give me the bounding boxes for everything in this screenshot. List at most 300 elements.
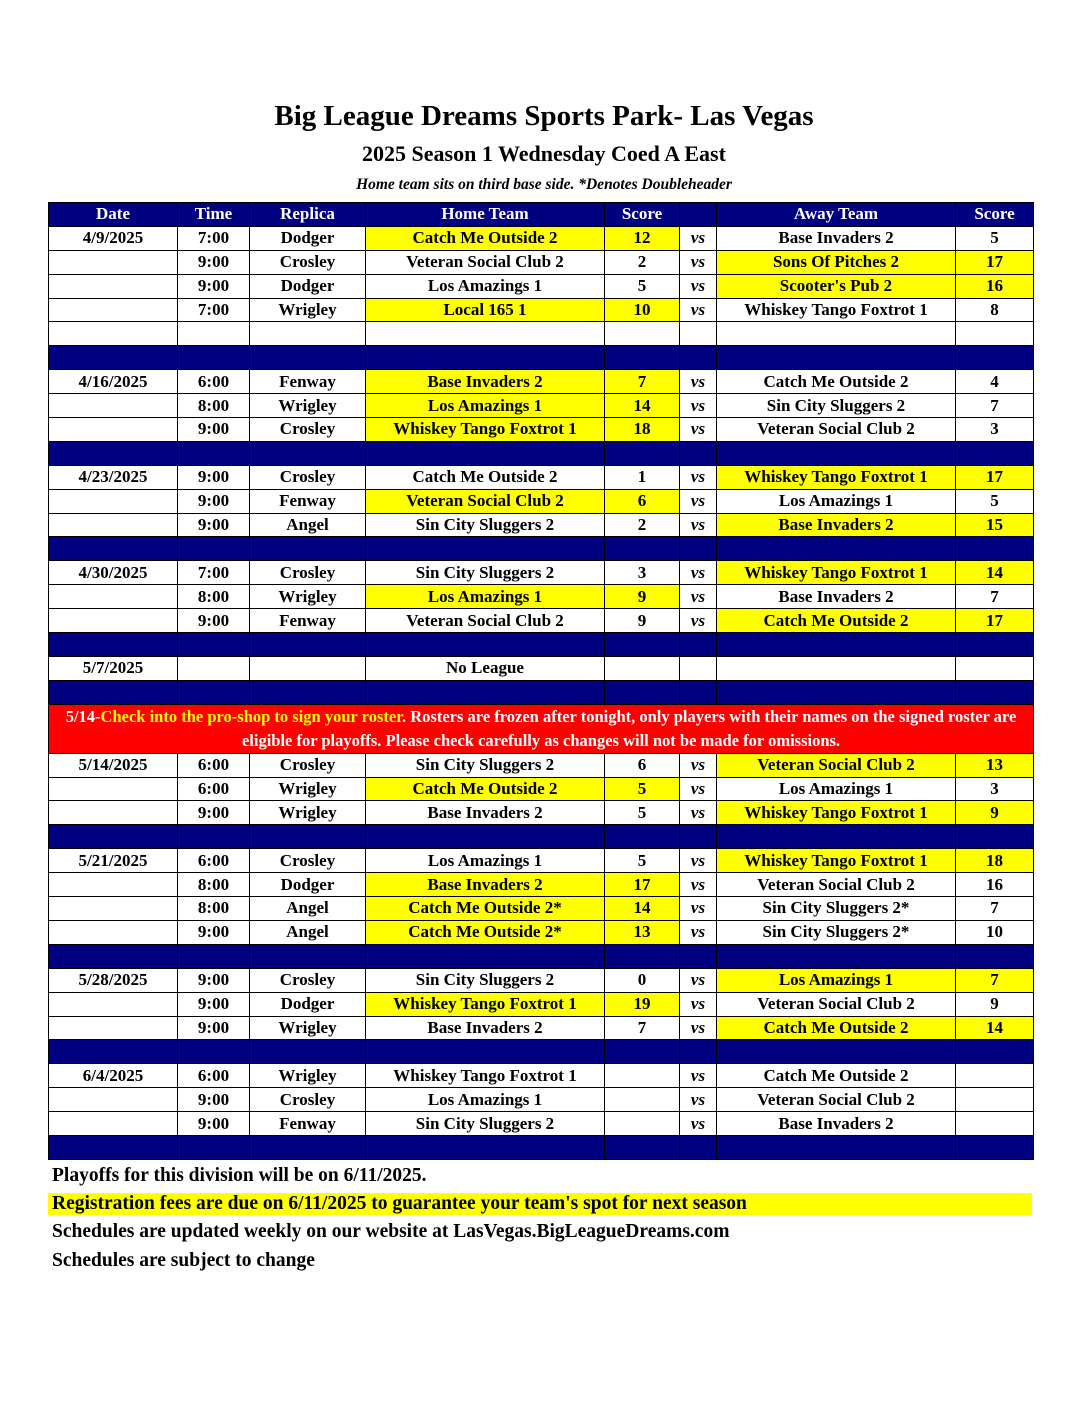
- away-score-cell: 17: [956, 609, 1034, 633]
- vs-cell: vs: [680, 968, 717, 992]
- vs-cell: vs: [680, 753, 717, 777]
- separator-row: [49, 346, 1034, 370]
- col-home-team: Home Team: [366, 203, 605, 227]
- home-score-cell: 2: [605, 513, 680, 537]
- vs-cell: vs: [680, 1112, 717, 1136]
- date-cell: [49, 394, 178, 418]
- empty-cell: [717, 680, 956, 704]
- date-cell: [49, 897, 178, 921]
- away-team-cell: Whiskey Tango Foxtrot 1: [717, 561, 956, 585]
- empty-cell: [250, 680, 366, 704]
- date-cell: [49, 609, 178, 633]
- date-cell: [49, 992, 178, 1016]
- empty-cell: [717, 944, 956, 968]
- website-note: Schedules are updated weekly on our website at LasVegas.BigLeagueDreams.com: [52, 1221, 730, 1242]
- separator-row: [49, 1135, 1034, 1159]
- col-away-score: Score: [956, 203, 1034, 227]
- vs-cell: [680, 656, 717, 680]
- vs-cell: vs: [680, 274, 717, 298]
- home-team-cell: Catch Me Outside 2: [366, 777, 605, 801]
- empty-cell: [250, 633, 366, 657]
- away-team-cell: Veteran Social Club 2: [717, 753, 956, 777]
- date-cell: 5/7/2025: [49, 656, 178, 680]
- game-row: [49, 274, 1034, 298]
- date-cell: 4/16/2025: [49, 370, 178, 394]
- date-cell: 5/28/2025: [49, 968, 178, 992]
- game-row: [49, 489, 1034, 513]
- home-team-cell: Whiskey Tango Foxtrot 1: [366, 992, 605, 1016]
- home-team-cell: Catch Me Outside 2*: [366, 920, 605, 944]
- away-score-cell: 7: [956, 585, 1034, 609]
- separator-row: [49, 680, 1034, 704]
- empty-cell: [717, 441, 956, 465]
- roster-notice-row: [49, 704, 1034, 753]
- replica-cell: Crosley: [250, 418, 366, 442]
- date-cell: 4/23/2025: [49, 465, 178, 489]
- game-row: [49, 968, 1034, 992]
- replica-cell: Fenway: [250, 370, 366, 394]
- vs-cell: vs: [680, 801, 717, 825]
- game-row: [49, 897, 1034, 921]
- away-team-cell: Base Invaders 2: [717, 513, 956, 537]
- time-cell: 6:00: [178, 777, 250, 801]
- vs-cell: vs: [680, 1064, 717, 1088]
- game-row: [49, 1112, 1034, 1136]
- away-team-cell: Base Invaders 2: [717, 226, 956, 250]
- date-cell: [49, 274, 178, 298]
- home-score-cell: 14: [605, 897, 680, 921]
- page-subtitle: 2025 Season 1 Wednesday Coed A East: [362, 141, 726, 166]
- time-cell: 9:00: [178, 250, 250, 274]
- vs-cell: vs: [680, 1016, 717, 1040]
- vs-cell: vs: [680, 609, 717, 633]
- empty-cell: [605, 1135, 680, 1159]
- empty-cell: [605, 1040, 680, 1064]
- home-score-cell: 6: [605, 753, 680, 777]
- time-cell: 9:00: [178, 418, 250, 442]
- away-team-cell: Los Amazings 1: [717, 489, 956, 513]
- empty-cell: [605, 633, 680, 657]
- vs-cell: vs: [680, 250, 717, 274]
- time-cell: 7:00: [178, 226, 250, 250]
- empty-cell: [49, 441, 178, 465]
- away-score-cell: 14: [956, 1016, 1034, 1040]
- empty-cell: [366, 944, 605, 968]
- home-team-cell: Sin City Sluggers 2: [366, 968, 605, 992]
- empty-cell: [717, 537, 956, 561]
- notice-text: . Rosters are frozen after tonight, only players with their names on the signed roster are eligible for playoffs. Please check carefully as changes will not be made for omissions.: [241, 706, 1017, 750]
- away-score-cell: 5: [956, 226, 1034, 250]
- replica-cell: Dodger: [250, 873, 366, 897]
- away-team-cell: Base Invaders 2: [717, 1112, 956, 1136]
- empty-cell: [956, 1040, 1034, 1064]
- vs-cell: vs: [680, 489, 717, 513]
- time-cell: 9:00: [178, 801, 250, 825]
- replica-cell: Crosley: [250, 849, 366, 873]
- vs-cell: vs: [680, 394, 717, 418]
- away-score-cell: 7: [956, 968, 1034, 992]
- home-score-cell: 9: [605, 585, 680, 609]
- game-row: [49, 250, 1034, 274]
- away-score-cell: 15: [956, 513, 1034, 537]
- replica-cell: Wrigley: [250, 298, 366, 322]
- home-score-cell: 19: [605, 992, 680, 1016]
- away-team-cell: Veteran Social Club 2: [717, 992, 956, 1016]
- away-score-cell: 8: [956, 298, 1034, 322]
- empty-cell: [250, 944, 366, 968]
- time-cell: 9:00: [178, 274, 250, 298]
- empty-cell: [956, 825, 1034, 849]
- empty-cell: [956, 346, 1034, 370]
- time-cell: 8:00: [178, 585, 250, 609]
- away-team-cell: Scooter's Pub 2: [717, 274, 956, 298]
- playoffs-note: Playoffs for this division will be on 6/11/2025.: [52, 1165, 427, 1186]
- col-home-score: Score: [605, 203, 680, 227]
- home-score-cell: 10: [605, 298, 680, 322]
- game-row: [49, 920, 1034, 944]
- time-cell: 7:00: [178, 561, 250, 585]
- time-cell: 6:00: [178, 1064, 250, 1088]
- away-score-cell: 5: [956, 489, 1034, 513]
- date-cell: [49, 1112, 178, 1136]
- empty-cell: [178, 1135, 250, 1159]
- home-team-cell: Catch Me Outside 2: [366, 465, 605, 489]
- home-team-cell: Whiskey Tango Foxtrot 1: [366, 418, 605, 442]
- home-team-cell: Los Amazings 1: [366, 585, 605, 609]
- empty-cell: [250, 441, 366, 465]
- empty-cell: [680, 680, 717, 704]
- home-team-cell: No League: [366, 656, 605, 680]
- separator-row: [49, 944, 1034, 968]
- separator-row: [49, 441, 1034, 465]
- empty-cell: [178, 680, 250, 704]
- empty-cell: [250, 1135, 366, 1159]
- empty-cell: [956, 680, 1034, 704]
- replica-cell: Wrigley: [250, 585, 366, 609]
- separator-row: [49, 537, 1034, 561]
- time-cell: 9:00: [178, 1112, 250, 1136]
- schedule-body: [49, 226, 1034, 1159]
- away-team-cell: Whiskey Tango Foxtrot 1: [717, 465, 956, 489]
- date-cell: [49, 873, 178, 897]
- home-score-cell: 12: [605, 226, 680, 250]
- empty-cell: [49, 825, 178, 849]
- home-team-cell: Base Invaders 2: [366, 1016, 605, 1040]
- empty-cell: [717, 1040, 956, 1064]
- home-score-cell: 14: [605, 394, 680, 418]
- away-team-cell: Catch Me Outside 2: [717, 1064, 956, 1088]
- away-score-cell: 16: [956, 873, 1034, 897]
- vs-cell: vs: [680, 513, 717, 537]
- empty-cell: [366, 825, 605, 849]
- date-cell: [49, 801, 178, 825]
- empty-cell: [605, 944, 680, 968]
- empty-cell: [605, 322, 680, 346]
- home-team-cell: Base Invaders 2: [366, 801, 605, 825]
- separator-row: [49, 1040, 1034, 1064]
- replica-cell: Crosley: [250, 250, 366, 274]
- away-team-cell: Veteran Social Club 2: [717, 418, 956, 442]
- vs-cell: vs: [680, 849, 717, 873]
- home-score-cell: 0: [605, 968, 680, 992]
- home-team-cell: Sin City Sluggers 2: [366, 1112, 605, 1136]
- home-team-cell: Los Amazings 1: [366, 849, 605, 873]
- home-score-cell: 3: [605, 561, 680, 585]
- col-vs: [680, 203, 717, 227]
- replica-cell: Wrigley: [250, 1064, 366, 1088]
- notice-highlight: Check into the pro-shop to sign your roster: [100, 706, 403, 726]
- empty-cell: [956, 441, 1034, 465]
- time-cell: 9:00: [178, 1088, 250, 1112]
- away-team-cell: Sin City Sluggers 2*: [717, 897, 956, 921]
- replica-cell: Angel: [250, 920, 366, 944]
- away-team-cell: Whiskey Tango Foxtrot 1: [717, 801, 956, 825]
- roster-notice: [49, 704, 1034, 753]
- empty-cell: [49, 1135, 178, 1159]
- replica-cell: Angel: [250, 513, 366, 537]
- away-team-cell: [717, 656, 956, 680]
- empty-cell: [250, 322, 366, 346]
- vs-cell: vs: [680, 897, 717, 921]
- away-score-cell: 3: [956, 418, 1034, 442]
- home-score-cell: 18: [605, 418, 680, 442]
- empty-cell: [250, 537, 366, 561]
- away-team-cell: Veteran Social Club 2: [717, 873, 956, 897]
- empty-cell: [680, 346, 717, 370]
- time-cell: 7:00: [178, 298, 250, 322]
- away-score-cell: 4: [956, 370, 1034, 394]
- empty-cell: [366, 346, 605, 370]
- empty-cell: [956, 633, 1034, 657]
- away-score-cell: 16: [956, 274, 1034, 298]
- empty-cell: [49, 680, 178, 704]
- time-cell: 9:00: [178, 609, 250, 633]
- away-score-cell: [956, 1112, 1034, 1136]
- away-score-cell: 14: [956, 561, 1034, 585]
- home-team-cell: Base Invaders 2: [366, 370, 605, 394]
- vs-cell: vs: [680, 1088, 717, 1112]
- home-team-cell: Sin City Sluggers 2: [366, 753, 605, 777]
- away-team-cell: Sin City Sluggers 2: [717, 394, 956, 418]
- date-cell: [49, 298, 178, 322]
- empty-cell: [680, 1040, 717, 1064]
- away-score-cell: [956, 656, 1034, 680]
- replica-cell: Fenway: [250, 1112, 366, 1136]
- home-score-cell: 5: [605, 801, 680, 825]
- empty-cell: [717, 322, 956, 346]
- home-team-cell: Veteran Social Club 2: [366, 489, 605, 513]
- empty-cell: [680, 633, 717, 657]
- empty-cell: [49, 346, 178, 370]
- time-cell: 8:00: [178, 897, 250, 921]
- home-team-cell: Sin City Sluggers 2: [366, 513, 605, 537]
- away-team-cell: Catch Me Outside 2: [717, 370, 956, 394]
- away-score-cell: [956, 1088, 1034, 1112]
- away-team-cell: Whiskey Tango Foxtrot 1: [717, 849, 956, 873]
- vs-cell: vs: [680, 585, 717, 609]
- game-row: [49, 298, 1034, 322]
- replica-cell: Wrigley: [250, 1016, 366, 1040]
- home-score-cell: 5: [605, 777, 680, 801]
- empty-cell: [250, 1040, 366, 1064]
- away-score-cell: 17: [956, 250, 1034, 274]
- home-score-cell: 1: [605, 465, 680, 489]
- empty-cell: [366, 322, 605, 346]
- date-cell: [49, 1016, 178, 1040]
- home-score-cell: [605, 656, 680, 680]
- away-score-cell: 7: [956, 394, 1034, 418]
- replica-cell: Crosley: [250, 561, 366, 585]
- away-team-cell: Los Amazings 1: [717, 777, 956, 801]
- time-cell: [178, 656, 250, 680]
- vs-cell: vs: [680, 561, 717, 585]
- date-cell: [49, 489, 178, 513]
- col-replica: Replica: [250, 203, 366, 227]
- empty-cell: [717, 1135, 956, 1159]
- away-score-cell: 10: [956, 920, 1034, 944]
- empty-cell: [605, 346, 680, 370]
- home-score-cell: 5: [605, 849, 680, 873]
- away-team-cell: Base Invaders 2: [717, 585, 956, 609]
- away-score-cell: 7: [956, 897, 1034, 921]
- empty-cell: [717, 633, 956, 657]
- home-team-cell: Los Amazings 1: [366, 394, 605, 418]
- blank-row: [49, 322, 1034, 346]
- time-cell: 8:00: [178, 873, 250, 897]
- replica-cell: [250, 656, 366, 680]
- date-cell: [49, 920, 178, 944]
- away-team-cell: Catch Me Outside 2: [717, 609, 956, 633]
- game-row: [49, 1088, 1034, 1112]
- empty-cell: [956, 322, 1034, 346]
- replica-cell: Fenway: [250, 489, 366, 513]
- home-score-cell: [605, 1112, 680, 1136]
- col-date: Date: [49, 203, 178, 227]
- empty-cell: [605, 537, 680, 561]
- empty-cell: [178, 944, 250, 968]
- vs-cell: vs: [680, 370, 717, 394]
- time-cell: 6:00: [178, 849, 250, 873]
- date-cell: [49, 418, 178, 442]
- empty-cell: [49, 1040, 178, 1064]
- date-cell: [49, 777, 178, 801]
- replica-cell: Dodger: [250, 992, 366, 1016]
- page-title: Big League Dreams Sports Park- Las Vegas: [274, 100, 814, 132]
- date-cell: [49, 1088, 178, 1112]
- replica-cell: Fenway: [250, 609, 366, 633]
- away-team-cell: Whiskey Tango Foxtrot 1: [717, 298, 956, 322]
- replica-cell: Crosley: [250, 1088, 366, 1112]
- empty-cell: [366, 537, 605, 561]
- doubleheader-note: Home team sits on third base side. *Denotes Doubleheader: [356, 176, 732, 193]
- empty-cell: [605, 825, 680, 849]
- vs-cell: vs: [680, 226, 717, 250]
- separator-row: [49, 825, 1034, 849]
- game-row: [49, 753, 1034, 777]
- away-team-cell: Veteran Social Club 2: [717, 1088, 956, 1112]
- time-cell: 9:00: [178, 968, 250, 992]
- game-row: [49, 609, 1034, 633]
- registration-note: Registration fees are due on 6/11/2025 to guarantee your team's spot for next season: [48, 1193, 1032, 1215]
- empty-cell: [366, 441, 605, 465]
- date-cell: 4/30/2025: [49, 561, 178, 585]
- vs-cell: vs: [680, 465, 717, 489]
- empty-cell: [680, 944, 717, 968]
- replica-cell: Crosley: [250, 753, 366, 777]
- home-score-cell: 7: [605, 370, 680, 394]
- col-away-team: Away Team: [717, 203, 956, 227]
- empty-cell: [680, 441, 717, 465]
- game-row: [49, 992, 1034, 1016]
- empty-cell: [366, 633, 605, 657]
- empty-cell: [178, 825, 250, 849]
- replica-cell: Dodger: [250, 226, 366, 250]
- replica-cell: Dodger: [250, 274, 366, 298]
- date-cell: [49, 585, 178, 609]
- empty-cell: [250, 825, 366, 849]
- away-team-cell: Sin City Sluggers 2*: [717, 920, 956, 944]
- schedule-table: [48, 202, 1034, 1160]
- notice-prefix: 5/14-: [65, 706, 101, 726]
- game-row: [49, 656, 1034, 680]
- away-team-cell: Catch Me Outside 2: [717, 1016, 956, 1040]
- home-score-cell: 9: [605, 609, 680, 633]
- time-cell: 8:00: [178, 394, 250, 418]
- replica-cell: Wrigley: [250, 777, 366, 801]
- date-cell: [49, 250, 178, 274]
- home-team-cell: Base Invaders 2: [366, 873, 605, 897]
- game-row: [49, 801, 1034, 825]
- home-team-cell: Catch Me Outside 2*: [366, 897, 605, 921]
- home-score-cell: [605, 1064, 680, 1088]
- time-cell: 9:00: [178, 992, 250, 1016]
- vs-cell: vs: [680, 873, 717, 897]
- game-row: [49, 394, 1034, 418]
- empty-cell: [956, 537, 1034, 561]
- away-team-cell: Sons Of Pitches 2: [717, 250, 956, 274]
- away-score-cell: 13: [956, 753, 1034, 777]
- time-cell: 9:00: [178, 920, 250, 944]
- game-row: [49, 1016, 1034, 1040]
- game-row: [49, 465, 1034, 489]
- empty-cell: [717, 825, 956, 849]
- empty-cell: [605, 441, 680, 465]
- home-team-cell: Whiskey Tango Foxtrot 1: [366, 1064, 605, 1088]
- empty-cell: [49, 322, 178, 346]
- home-team-cell: Local 165 1: [366, 298, 605, 322]
- replica-cell: Crosley: [250, 465, 366, 489]
- change-note: Schedules are subject to change: [52, 1250, 315, 1271]
- date-cell: 4/9/2025: [49, 226, 178, 250]
- home-score-cell: [605, 1088, 680, 1112]
- empty-cell: [956, 944, 1034, 968]
- empty-cell: [178, 1040, 250, 1064]
- game-row: [49, 561, 1034, 585]
- empty-cell: [178, 346, 250, 370]
- game-row: [49, 777, 1034, 801]
- home-team-cell: Los Amazings 1: [366, 274, 605, 298]
- empty-cell: [250, 346, 366, 370]
- empty-cell: [680, 322, 717, 346]
- time-cell: 6:00: [178, 370, 250, 394]
- empty-cell: [680, 825, 717, 849]
- empty-cell: [178, 537, 250, 561]
- separator-row: [49, 633, 1034, 657]
- game-row: [49, 873, 1034, 897]
- empty-cell: [178, 633, 250, 657]
- empty-cell: [680, 1135, 717, 1159]
- vs-cell: vs: [680, 777, 717, 801]
